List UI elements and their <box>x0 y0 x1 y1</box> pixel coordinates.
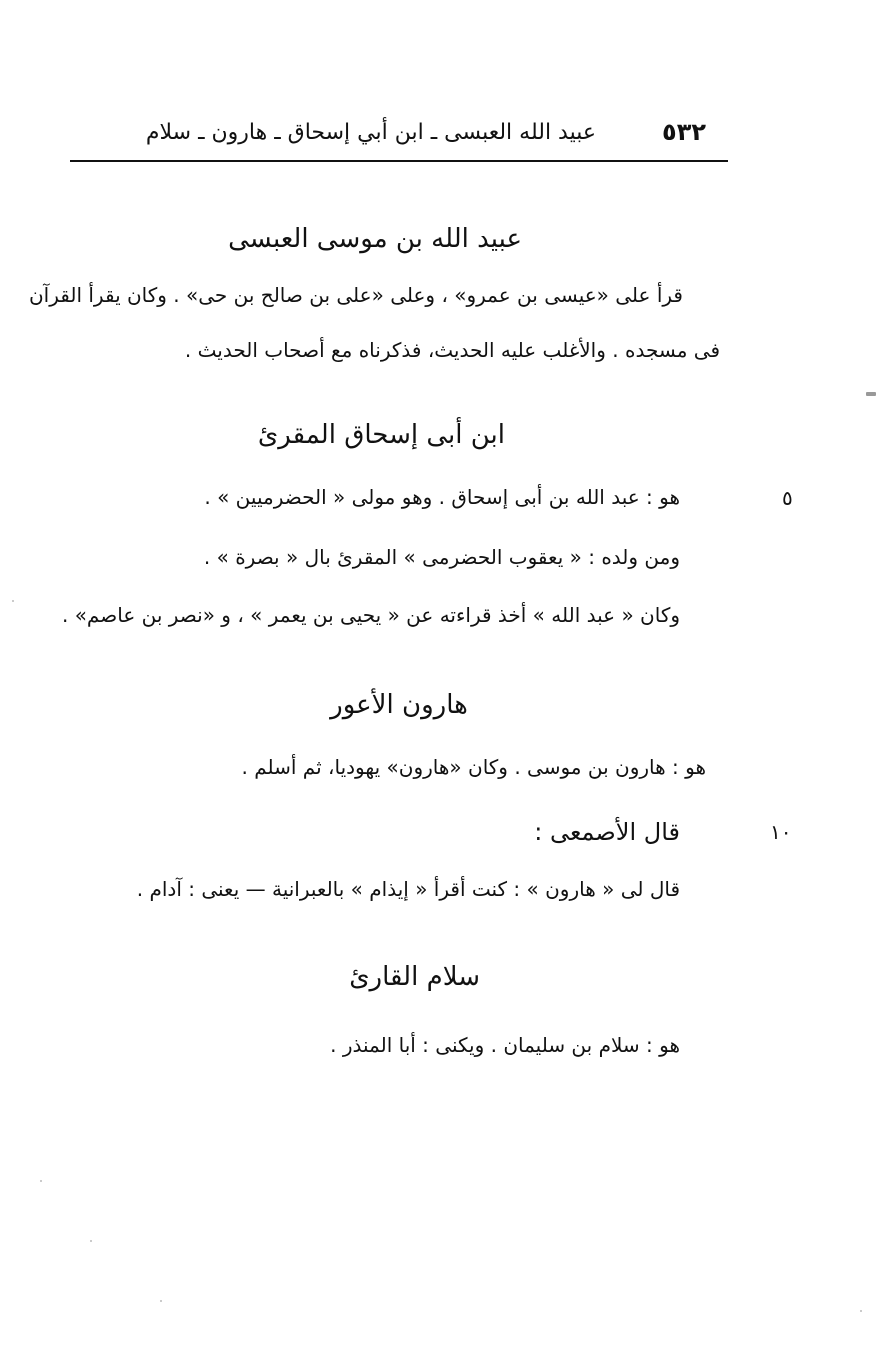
scan-speck <box>12 600 14 602</box>
entry-line: فى مسجده . والأغلب عليه الحديث، فذكرناه مع أصحاب الحديث . <box>184 338 720 362</box>
entry-line: قال الأصمعى : <box>534 818 680 846</box>
entry-line: هو : سلام بن سليمان . ويكنى : أبا المنذر . <box>330 1033 680 1057</box>
entry-line: هو : هارون بن موسى . وكان «هارون» يهوديا، ثم أسلم . <box>241 755 706 779</box>
entry-line: وكان « عبد الله » أخذ قراءته عن « يحيى بن يعمر » ، و «نصر بن عاصم» . <box>61 603 680 627</box>
entry-line: هو : عبد الله بن أبى إسحاق . وهو مولى « الحضرميين » . <box>204 485 680 509</box>
scan-speck <box>866 392 876 396</box>
entry-heading-ibn-abi-ishaq: ابن أبى إسحاق المقرئ <box>257 420 505 450</box>
header-rule <box>70 160 728 162</box>
entry-heading-ubaydallah: عبيد الله بن موسى العبسى <box>228 224 522 254</box>
scan-speck <box>860 1310 862 1312</box>
running-title: عبيد الله العبسى ـ ابن أبي إسحاق ـ هارون ـ سلام <box>145 120 596 145</box>
scan-speck <box>40 1180 42 1182</box>
entry-line: قرأ على «عيسى بن عمرو» ، وعلى «على بن صالح بن حى» . وكان يقرأ القرآن <box>28 283 683 307</box>
margin-line-number: ٥ <box>782 486 793 510</box>
entry-heading-harun: هارون الأعور <box>330 690 468 720</box>
margin-line-number: ١٠ <box>770 820 792 844</box>
scan-speck <box>160 1300 162 1302</box>
page-header <box>70 110 728 160</box>
entry-heading-sallam: سلام القارئ <box>349 962 480 992</box>
page-number: ٥٣٢ <box>662 118 706 146</box>
scan-speck <box>90 1240 92 1242</box>
entry-line: ومن ولده : « يعقوب الحضرمى » المقرئ بال « بصرة » . <box>203 545 680 569</box>
entry-line: قال لى « هارون » : كنت أقرأ « إيذام » بالعبرانية — يعنى : آدام . <box>136 877 680 901</box>
